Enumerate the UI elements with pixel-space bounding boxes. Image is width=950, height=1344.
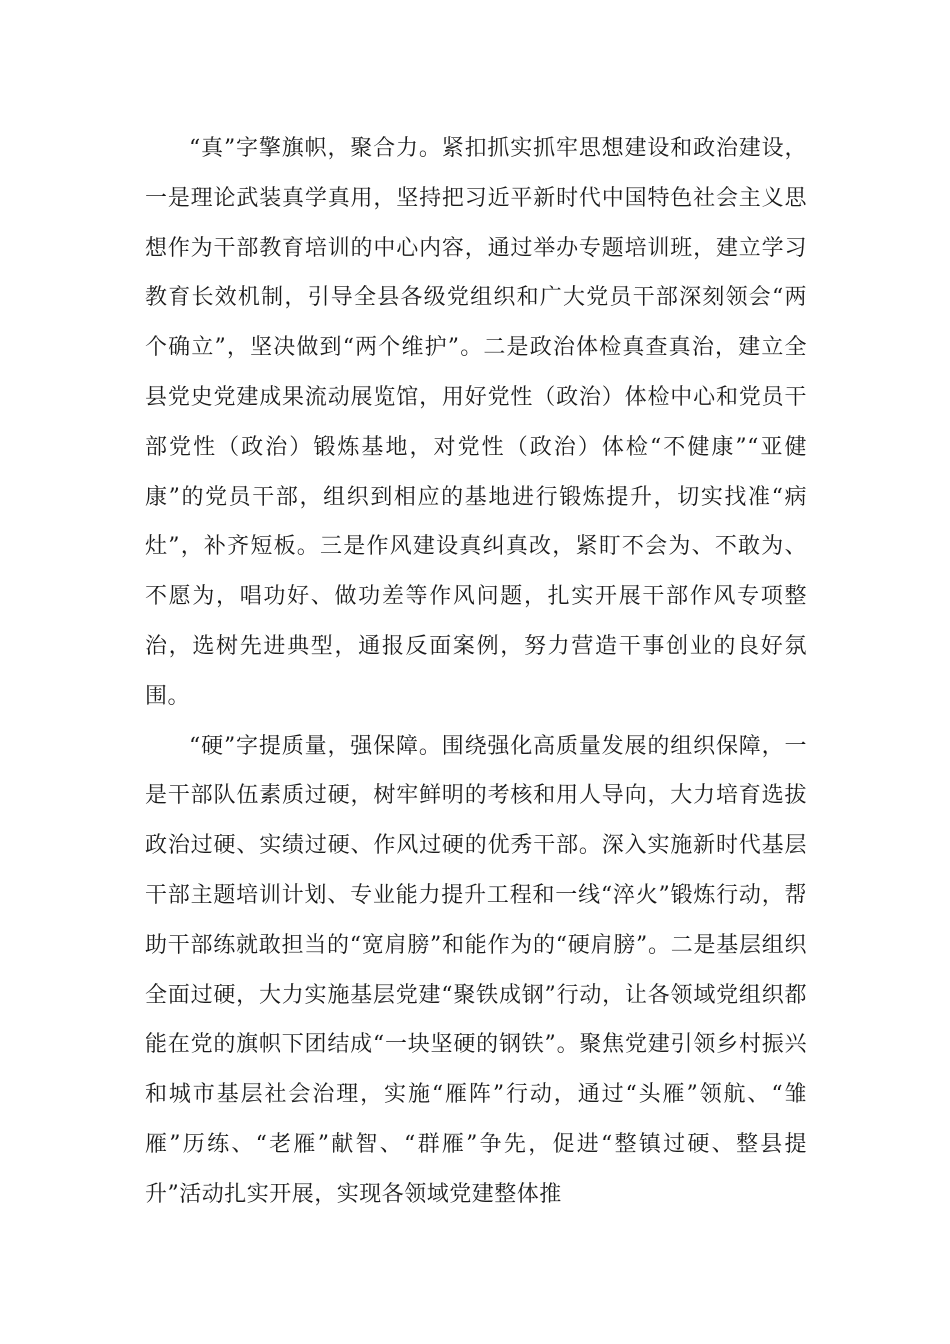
paragraph-zhen: “真”字擎旗帜，聚合力。紧扣抓实抓牢思想建设和政治建设，一是理论武装真学真用，坚持把习近平新时代中国特色社会主义思想作为干部教育培训的中心内容，通过举办专题培训班，建立学习教育长效机制，引导全县各级党组织和广大党员干部深刻领会“两个确立”，坚决做到“两个维护”。二是政治体检真查真治，建立全县党史党建成果流动展览馆，用好党性（政治）体检中心和党员干部党性（政治）锻炼基地，对党性（政治）体检“不健康”“亚健康”的党员干部，组织到相应的基地进行锻炼提升，切实找准“病灶”，补齐短板。三是作风建设真纠真改，紧盯不会为、不敢为、不愿为，唱功好、做功差等作风问题，扎实开展干部作风专项整治，选树先进典型，通报反面案例，努力营造干事创业的良好氛围。 (145, 136, 807, 709)
paragraph-ying: “硬”字提质量，强保障。围绕强化高质量发展的组织保障，一是干部队伍素质过硬，树牢鲜明的考核和用人导向，大力培育选拔政治过硬、实绩过硬、作风过硬的优秀干部。深入实施新时代基层干部主题培训计划、专业能力提升工程和一线“淬火”锻炼行动，帮助干部练就敢担当的“宽肩膀”和能作为的“硬肩膀”。二是基层组织全面过硬，大力实施基层党建“聚铁成钢”行动，让各领域党组织都能在党的旗帜下团结成“一块坚硬的钢铁”。聚焦党建引领乡村振兴和城市基层社会治理，实施“雁阵”行动，通过“头雁”领航、“雏雁”历练、“老雁”献智、“群雁”争先，促进“整镇过硬、整县提升”活动扎实开展，实现各领域党建整体推 (145, 733, 807, 1207)
document-body (145, 124, 807, 1220)
